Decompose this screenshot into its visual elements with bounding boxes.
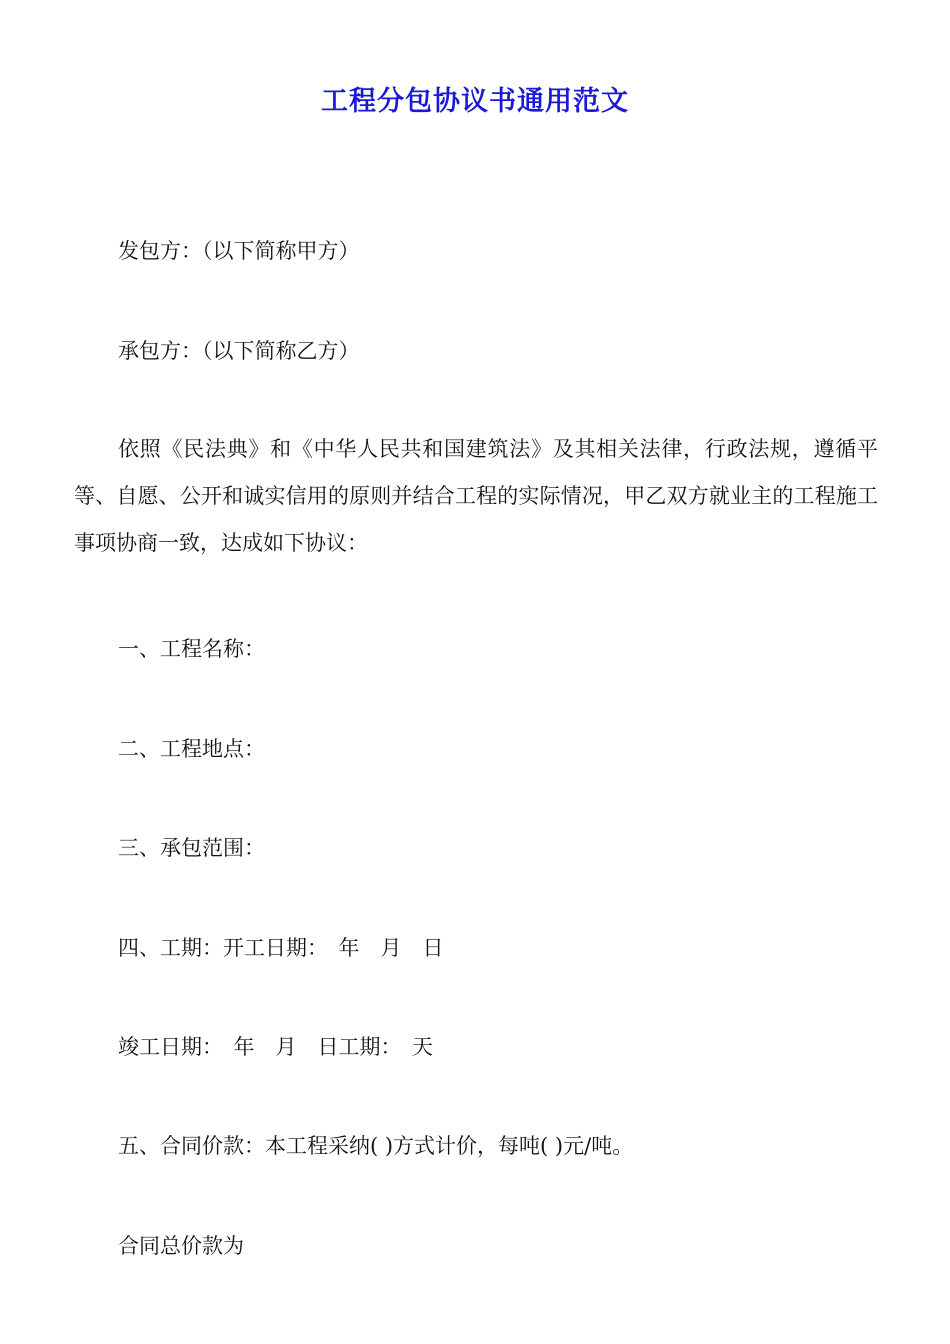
total-price-line: 合同总价款为 (118, 1234, 244, 1258)
start-date-line: 四、工期：开工日期： 年 月 日 (118, 936, 444, 960)
contractor-line: 承包方：（以下简称乙方） (118, 339, 360, 363)
completion-date-line: 竣工日期： 年 月 日工期： 天 (118, 1035, 433, 1059)
project-name-line: 一、工程名称： (118, 637, 265, 661)
project-location-line: 二、工程地点： (118, 737, 265, 761)
document-title: 工程分包协议书通用范文 (321, 86, 629, 117)
employer-line: 发包方：（以下简称甲方） (118, 239, 360, 263)
intro-paragraph: 依照《民法典》和《中华人民共和国建筑法》及其相关法律，行政法规，遵循平等、自愿、公开和诚实信用的原则并结合工程的实际情况，甲乙双方就业主的工程施工事项协商一致，达成如下协议： (74, 437, 878, 555)
contract-scope-line: 三、承包范围： (118, 836, 265, 860)
contract-price-line: 五、合同价款：本工程采纳( )方式计价，每吨( )元/吨。 (118, 1134, 634, 1158)
